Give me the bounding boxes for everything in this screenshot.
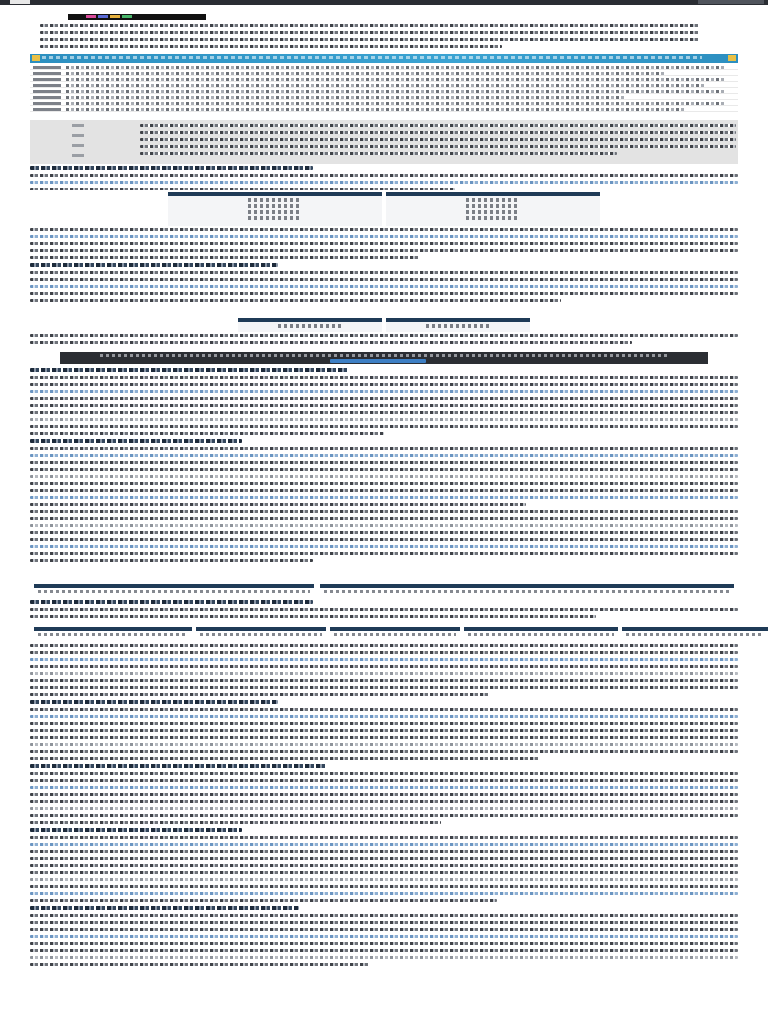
article-section	[30, 600, 738, 624]
info-table	[30, 64, 738, 118]
panel-labels	[36, 124, 116, 160]
data-table	[386, 318, 530, 332]
data-table	[330, 627, 460, 641]
star-icon	[728, 55, 736, 61]
title-banner	[30, 54, 738, 63]
article-body	[30, 166, 738, 190]
article-section	[30, 334, 738, 350]
article-section	[30, 228, 738, 316]
info-row	[30, 106, 738, 112]
data-table	[238, 318, 382, 332]
data-table	[320, 584, 734, 598]
article-section	[30, 644, 738, 1020]
data-table	[196, 627, 326, 641]
banner-text	[42, 56, 702, 59]
top-bar	[0, 0, 768, 5]
site-logo[interactable]	[68, 14, 206, 20]
data-table	[168, 192, 382, 226]
data-table	[622, 627, 768, 641]
star-icon	[32, 55, 40, 61]
data-table	[34, 627, 192, 641]
intro-text	[40, 24, 700, 52]
cta-button[interactable]	[330, 359, 426, 363]
data-table	[34, 584, 314, 598]
panel-content	[140, 124, 736, 160]
browser-address-bar[interactable]	[698, 0, 764, 4]
site-title[interactable]	[218, 10, 558, 22]
data-table	[386, 192, 600, 226]
browser-tab[interactable]	[10, 0, 30, 4]
cta-text-line	[100, 354, 670, 357]
data-table	[464, 627, 618, 641]
call-to-action-strip	[60, 352, 708, 364]
article-section	[30, 368, 738, 580]
summary-panel	[30, 120, 738, 164]
